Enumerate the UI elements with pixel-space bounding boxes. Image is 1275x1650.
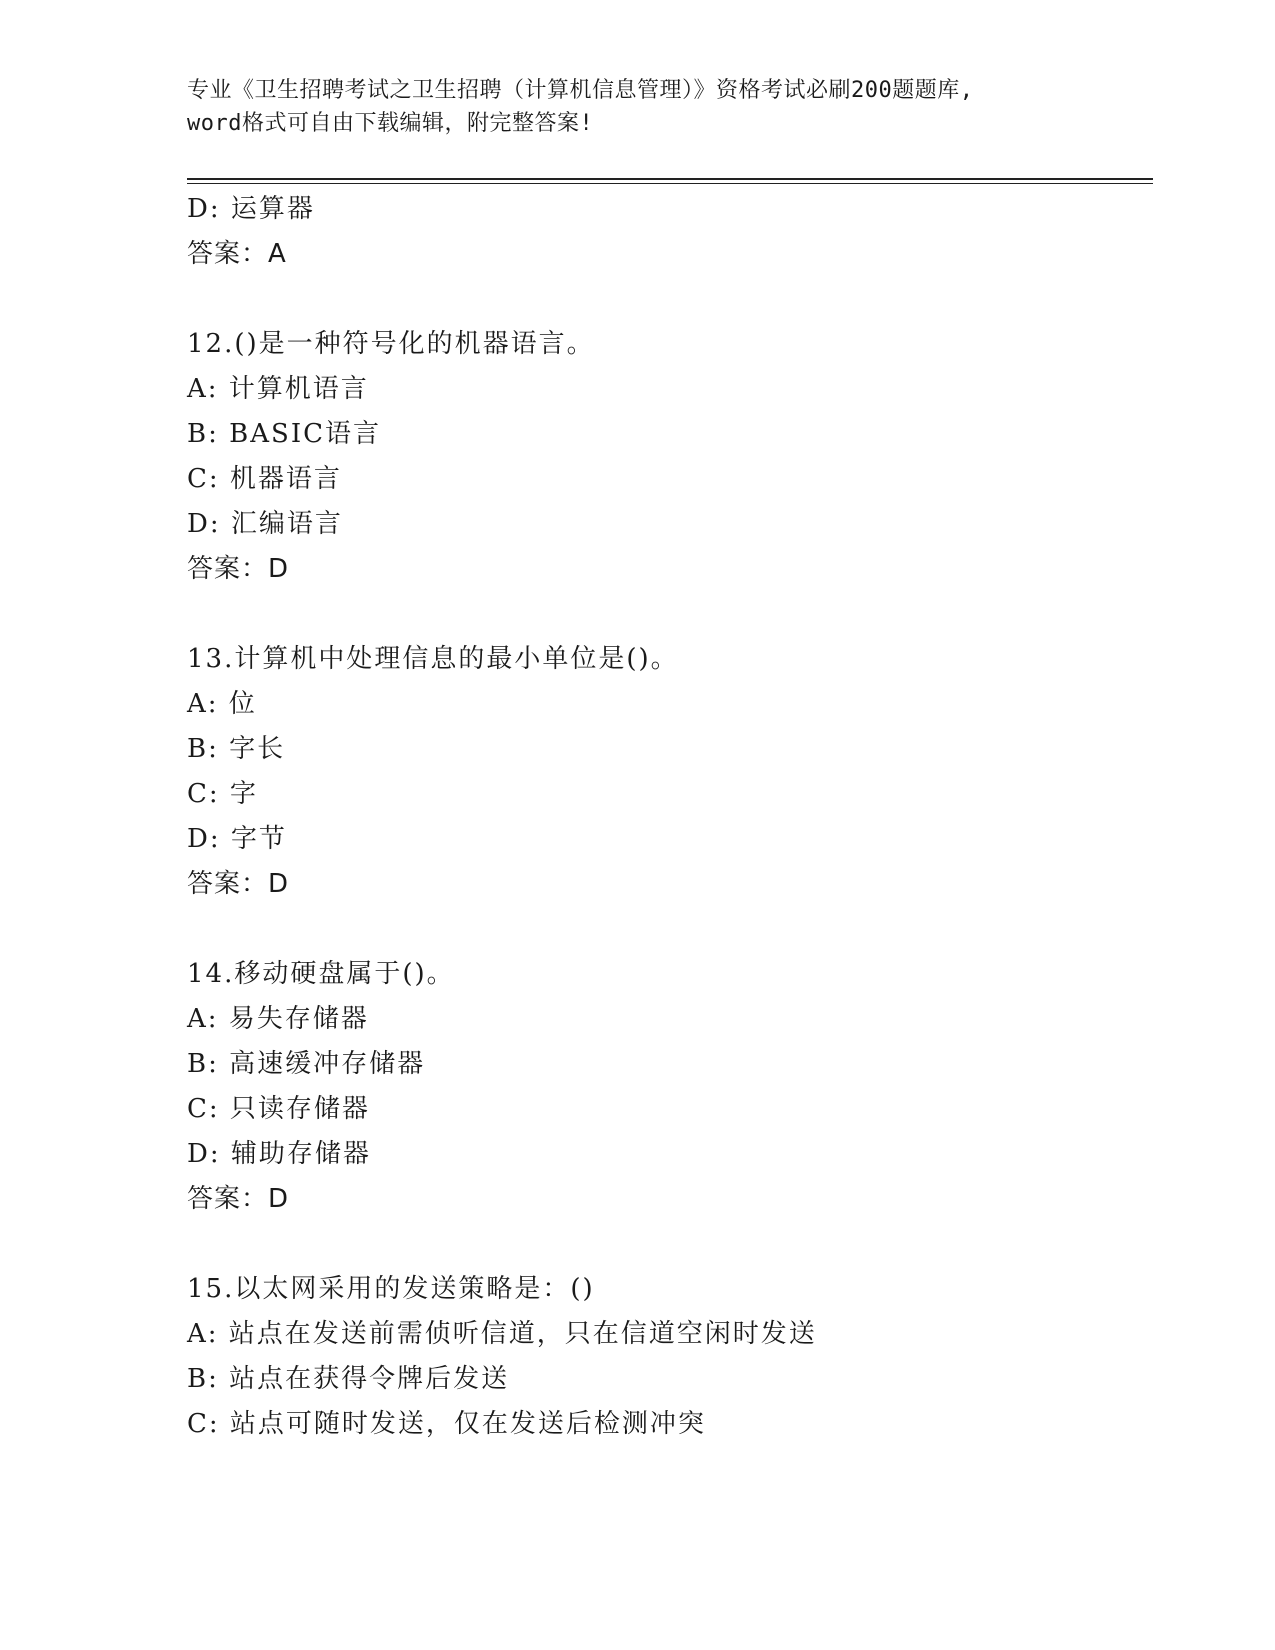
spacer [187, 277, 1153, 322]
option-c: C: 站点可随时发送，仅在发送后检测冲突 [187, 1409, 706, 1439]
option-c: C: 只读存储器 [187, 1094, 370, 1124]
header-divider-thin [187, 183, 1153, 184]
answer-line: 答案：D [187, 1184, 290, 1214]
answer-line: 答案：A [187, 239, 287, 269]
option-a: A: 位 [187, 689, 257, 719]
answer-line: 答案：D [187, 869, 290, 899]
spacer [187, 592, 1153, 637]
header-line-1: 专业《卫生招聘考试之卫生招聘（计算机信息管理）》资格考试必刷200题题库, [187, 78, 974, 103]
answer-line: 答案：D [187, 554, 290, 584]
option-b: B: 站点在获得令牌后发送 [187, 1364, 510, 1394]
option-a: A: 计算机语言 [187, 374, 369, 404]
question-11-tail [187, 187, 1153, 277]
option-b: B: BASIC语言 [187, 419, 381, 449]
question-list [187, 187, 1153, 1447]
option-d: D: 字节 [187, 824, 287, 854]
option-c: C: 字 [187, 779, 258, 809]
spacer [187, 1222, 1153, 1267]
header-divider-thick [187, 178, 1153, 180]
option-d: D: 辅助存储器 [187, 1139, 371, 1169]
option-d: D: 运算器 [187, 194, 315, 224]
option-b: B: 字长 [187, 734, 286, 764]
question-title: 15.以太网采用的发送策略是：() [187, 1274, 595, 1304]
question-14 [187, 952, 1153, 1222]
option-a: A: 站点在发送前需侦听信道，只在信道空闲时发送 [187, 1319, 817, 1349]
question-title: 13.计算机中处理信息的最小单位是()。 [187, 644, 679, 674]
document-header [187, 74, 1087, 140]
spacer [187, 907, 1153, 952]
option-a: A: 易失存储器 [187, 1004, 369, 1034]
question-title: 14.移动硬盘属于()。 [187, 959, 455, 989]
option-b: B: 高速缓冲存储器 [187, 1049, 426, 1079]
option-d: D: 汇编语言 [187, 509, 343, 539]
question-15 [187, 1267, 1153, 1447]
question-title: 12.()是一种符号化的机器语言。 [187, 329, 595, 359]
option-c: C: 机器语言 [187, 464, 342, 494]
question-13 [187, 637, 1153, 907]
header-line-2: word格式可自由下载编辑，附完整答案! [187, 111, 594, 136]
question-12 [187, 322, 1153, 592]
